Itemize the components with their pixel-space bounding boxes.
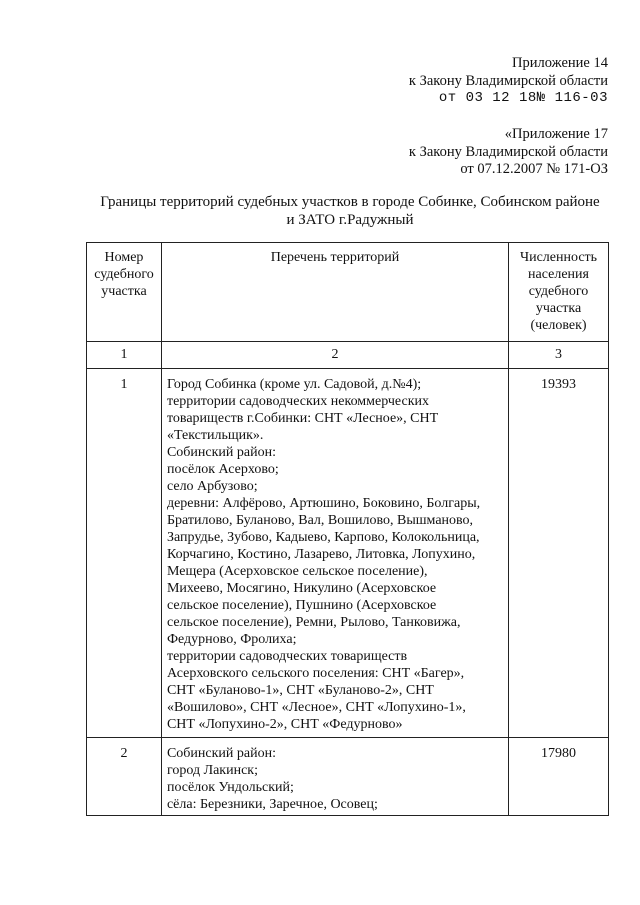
table-column-numbers-row <box>87 342 609 369</box>
territory-line: территории садоводческих товариществ <box>166 649 408 664</box>
header-district-number: Номер судебного участка <box>87 243 162 342</box>
territory-line: посёлок Ундольский; <box>166 780 294 795</box>
territory-line: «Вошилово», СНТ «Лесное», СНТ «Лопухино-1», <box>166 700 466 715</box>
territory-line: территории садоводческих некоммерческих <box>166 394 430 409</box>
appendix-14-line2: к Закону Владимирской области <box>408 72 608 89</box>
table-row <box>87 738 609 816</box>
territory-line: город Лакинск; <box>166 763 258 778</box>
appendix-14-header <box>409 55 608 108</box>
territory-line: Федурново, Фролиха; <box>166 632 297 647</box>
document-title <box>60 193 640 229</box>
territories-list <box>161 738 508 816</box>
territory-line: «Текстильщик». <box>166 428 264 443</box>
population-value: 19393 <box>509 369 609 738</box>
document-title-line2: и ЗАТО г.Радужный <box>286 212 414 228</box>
territory-line: Асерховского сельского поселения: СНТ «Багер», <box>166 666 465 681</box>
territory-line: село Арбузово; <box>166 479 258 494</box>
appendix-17-date-number: от 07.12.2007 № 171-ОЗ <box>460 161 608 177</box>
territory-line: посёлок Асерхово; <box>166 462 279 477</box>
population-value: 17980 <box>509 738 609 816</box>
district-number: 1 <box>87 369 162 738</box>
table-header-row <box>87 243 609 342</box>
appendix-17-header <box>409 126 608 179</box>
column-number-2: 2 <box>161 342 508 369</box>
territory-line: Михеево, Мосягино, Никулино (Асерховское <box>166 581 437 596</box>
appendix-14-date-number: от 03 12 18№ 116-03 <box>438 90 608 106</box>
territory-line: СНТ «Буланово-1», СНТ «Буланово-2», СНТ <box>166 683 434 698</box>
court-districts-table <box>86 242 609 816</box>
header-territories-list: Перечень территорий <box>161 243 508 342</box>
appendix-14-line1: Приложение 14 <box>512 55 608 71</box>
header-population: Численность населения судебного участка (человек) <box>509 243 609 342</box>
territory-line: Запрудье, Зубово, Кадыево, Карпово, Колокольница, <box>166 530 480 545</box>
territory-line: сёла: Березники, Заречное, Осовец; <box>166 797 378 812</box>
district-number: 2 <box>87 738 162 816</box>
territory-line: сельское поселение), Пушнино (Асерховское <box>166 598 437 613</box>
column-number-1: 1 <box>87 342 162 369</box>
territory-line: Братилово, Буланово, Вал, Вошилово, Вышманово, <box>166 513 474 528</box>
territory-line: СНТ «Лопухино-2», СНТ «Федурново» <box>166 717 403 732</box>
territory-line: Город Собинка (кроме ул. Садовой, д.№4); <box>166 377 422 392</box>
territory-line: сельское поселение), Ремни, Рылово, Танковижа, <box>166 615 461 630</box>
appendix-17-line2: к Закону Владимирской области <box>408 143 608 160</box>
territories-list <box>161 369 508 738</box>
territory-line: Собинский район: <box>166 445 277 460</box>
territory-line: Собинский район: <box>166 746 277 761</box>
territory-line: деревни: Алфёрово, Артюшино, Боковино, Болгары, <box>166 496 481 511</box>
territory-line: Мещера (Асерховское сельское поселение), <box>166 564 428 579</box>
territory-line: товариществ г.Собинки: СНТ «Лесное», СНТ <box>166 411 439 426</box>
table-row <box>87 369 609 738</box>
document-title-line1: Границы территорий судебных участков в городе Собинке, Собинском районе <box>100 194 600 210</box>
column-number-3: 3 <box>509 342 609 369</box>
territory-line: Корчагино, Костино, Лазарево, Литовка, Лопухино, <box>166 547 476 562</box>
appendix-17-line1: «Приложение 17 <box>504 126 608 142</box>
